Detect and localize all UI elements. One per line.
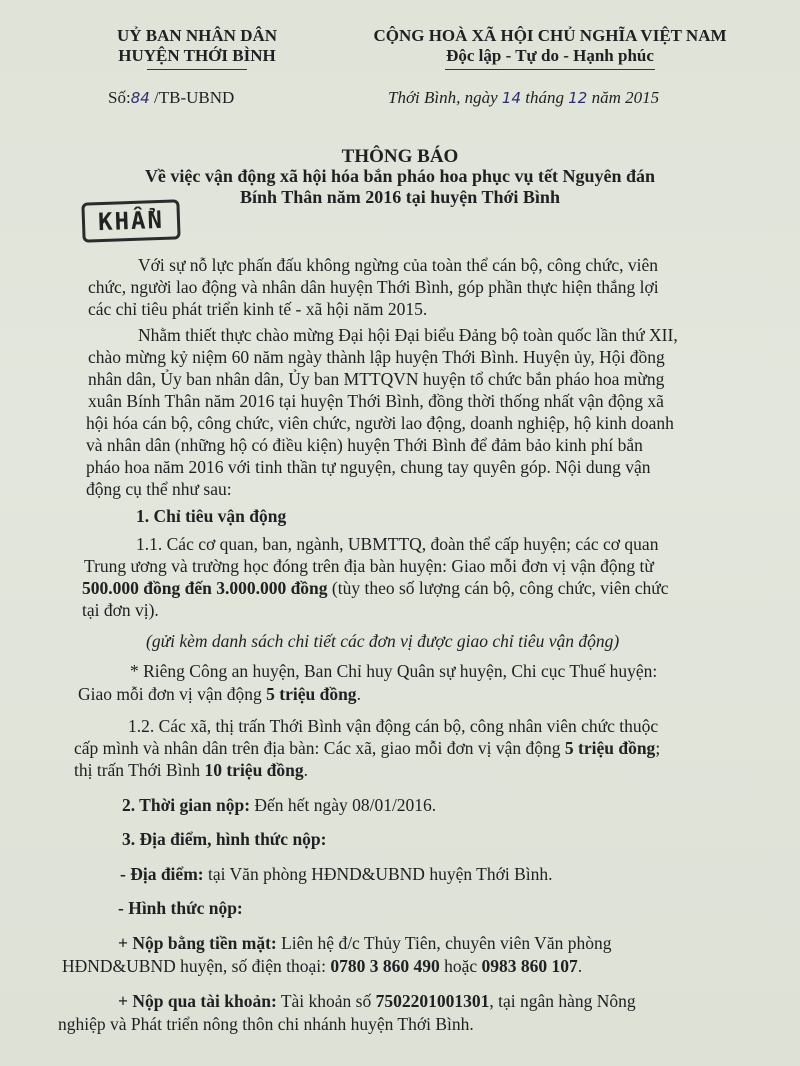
section2 (122, 795, 436, 816)
p2-line1: Nhằm thiết thực chào mừng Đại hội Đại biểu Đảng bộ toàn quốc lần thứ XII, (138, 325, 678, 345)
cash-period: . (577, 956, 583, 976)
country-line2: Độc lập - Tự do - Hạnh phúc (446, 46, 654, 65)
cash-label: + Nộp bằng tiền mặt: (118, 933, 277, 953)
section2-heading: 2. Thời gian nộp: (122, 795, 251, 815)
document-number (108, 88, 234, 108)
s12-period: . (303, 760, 309, 780)
star-amount: 5 triệu đồng (266, 684, 357, 704)
date-line (388, 88, 659, 108)
document-subtitle-line2: Bính Thân năm 2016 tại huyện Thới Bình (240, 187, 560, 207)
bank-line2: nghiệp và Phát triển nông thôn chi nhánh huyện Thới Bình. (58, 1014, 474, 1034)
s11-amount: 500.000 đồng đến 3.000.000 đồng (82, 578, 328, 598)
bank-account-label: Tài khoản số (276, 991, 376, 1011)
motto-underline (445, 69, 655, 70)
star-line1: * Riêng Công an huyện, Ban Chỉ huy Quân sự huyện, Chi cục Thuế huyện: (130, 661, 658, 681)
p2-line7: pháo hoa năm 2016 với tinh thần tự nguyện, chung tay quyên góp. Nội dung vận (86, 457, 651, 477)
section2-deadline: Đến hết ngày 08/01/2016. (250, 795, 437, 815)
bank-name-start: , tại ngân hàng Nông (489, 991, 636, 1011)
payment-method-heading: - Hình thức nộp: (118, 898, 243, 918)
urgent-stamp: KHẨN (81, 199, 180, 242)
location-value: tại Văn phòng HĐND&UBND huyện Thới Bình. (203, 864, 553, 884)
s11-line1: 1.1. Các cơ quan, ban, ngành, UBMTTQ, đoàn thể cấp huyện; các cơ quan (136, 534, 659, 554)
cash-line1 (118, 933, 611, 954)
doc-number-suffix: /TB-UBND (154, 88, 235, 107)
p2-line2: chào mừng kỷ niệm 60 năm ngày thành lập huyện Thới Bình. Huyện ủy, Hội đồng (88, 347, 665, 367)
s12-semicolon: ; (655, 738, 661, 758)
bank-line1 (118, 991, 636, 1012)
national-header (330, 26, 770, 70)
star-period: . (356, 684, 361, 704)
agency-line1: UỶ BAN NHÂN DÂN (116, 26, 278, 45)
s11-line3-rest: (tùy theo số lượng cán bộ, công chức, viên chức (327, 578, 669, 598)
phone-2: 0983 860 107 (481, 956, 578, 976)
s11-line2: Trung ương và trường học đóng trên địa bàn huyện: Giao mỗi đơn vị vận động từ (84, 556, 654, 576)
s11-line3 (82, 578, 669, 599)
document-subtitle-line1: Về việc vận động xã hội hóa bắn pháo hoa phục vụ tết Nguyên đán (144, 166, 656, 186)
s12-line2 (74, 738, 660, 759)
s12-town-amount: 10 triệu đồng (204, 760, 304, 780)
s12-line1: 1.2. Các xã, thị trấn Thới Bình vận động cán bộ, công nhân viên chức thuộc (128, 716, 659, 736)
cash-contact: Liên hệ đ/c Thủy Tiên, chuyên viên Văn phòng (276, 933, 612, 953)
s11-line4: tại đơn vị). (82, 600, 159, 620)
document-title: THÔNG BÁO (341, 146, 459, 167)
p2-line6: và nhân dân (những hộ có điều kiện) huyện Thới Bình để đảm bảo kinh phí bắn (86, 435, 643, 455)
doc-number-handwritten: 84 (130, 89, 150, 107)
phone-1: 0780 3 860 490 (330, 956, 440, 976)
s12-line3-text: thị trấn Thới Bình (74, 760, 205, 780)
phone-separator: hoặc (439, 956, 482, 976)
date-prefix: Thới Bình, ngày (388, 88, 498, 107)
date-year: năm 2015 (591, 88, 660, 107)
p2-line5: hội hóa cán bộ, công chức, viên chức, người lao động, doanh nghiệp, hộ kinh doanh (86, 413, 674, 433)
s12-commune-amount: 5 triệu đồng (564, 738, 656, 758)
location-label: - Địa điểm: (120, 864, 204, 884)
agency-line2: HUYỆN THỚI BÌNH (118, 46, 276, 65)
p2-line4: xuân Bính Thân năm 2016 tại huyện Thới Bình, đồng thời thống nhất vận động xã (88, 391, 664, 411)
bank-account-number: 7502201001301 (375, 991, 490, 1011)
issuing-agency (72, 26, 322, 70)
country-line1: CỘNG HOÀ XÃ HỘI CHỦ NGHĨA VIỆT NAM (373, 26, 727, 45)
p2-line3: nhân dân, Ủy ban nhân dân, Ủy ban MTTQVN huyện tổ chức bắn pháo hoa mừng (88, 369, 665, 389)
p2-line8: động cụ thể như sau: (86, 479, 232, 499)
date-month-label: tháng (525, 88, 564, 107)
p1-line3: các chỉ tiêu phát triển kinh tế - xã hội năm 2015. (88, 299, 428, 319)
agency-underline (147, 69, 247, 70)
s12-line3 (74, 760, 308, 781)
p1-line2: chức, người lao động và nhân dân huyện Thới Bình, góp phần thực hiện thắng lợi (88, 277, 659, 297)
p1-line1: Với sự nỗ lực phấn đấu không ngừng của toàn thể cán bộ, công chức, viên (138, 255, 659, 275)
doc-number-prefix: Số: (108, 88, 131, 107)
location-line (120, 864, 552, 885)
star-line2 (78, 684, 361, 705)
section1-heading: 1. Chỉ tiêu vận động (136, 506, 287, 526)
s12-line2-text: cấp mình và nhân dân trên địa bàn: Các xã, giao mỗi đơn vị vận động (74, 738, 565, 758)
attachment-note: (gửi kèm danh sách chi tiết các đơn vị được giao chỉ tiêu vận động) (146, 631, 620, 651)
cash-line2 (62, 956, 582, 977)
cash-office: HĐND&UBND huyện, số điện thoại: (62, 956, 331, 976)
date-month: 12 (568, 89, 588, 107)
date-day: 14 (501, 89, 521, 107)
section3-heading: 3. Địa điểm, hình thức nộp: (122, 829, 327, 849)
star-line2-text: Giao mỗi đơn vị vận động (78, 684, 267, 704)
bank-label: + Nộp qua tài khoản: (118, 991, 277, 1011)
